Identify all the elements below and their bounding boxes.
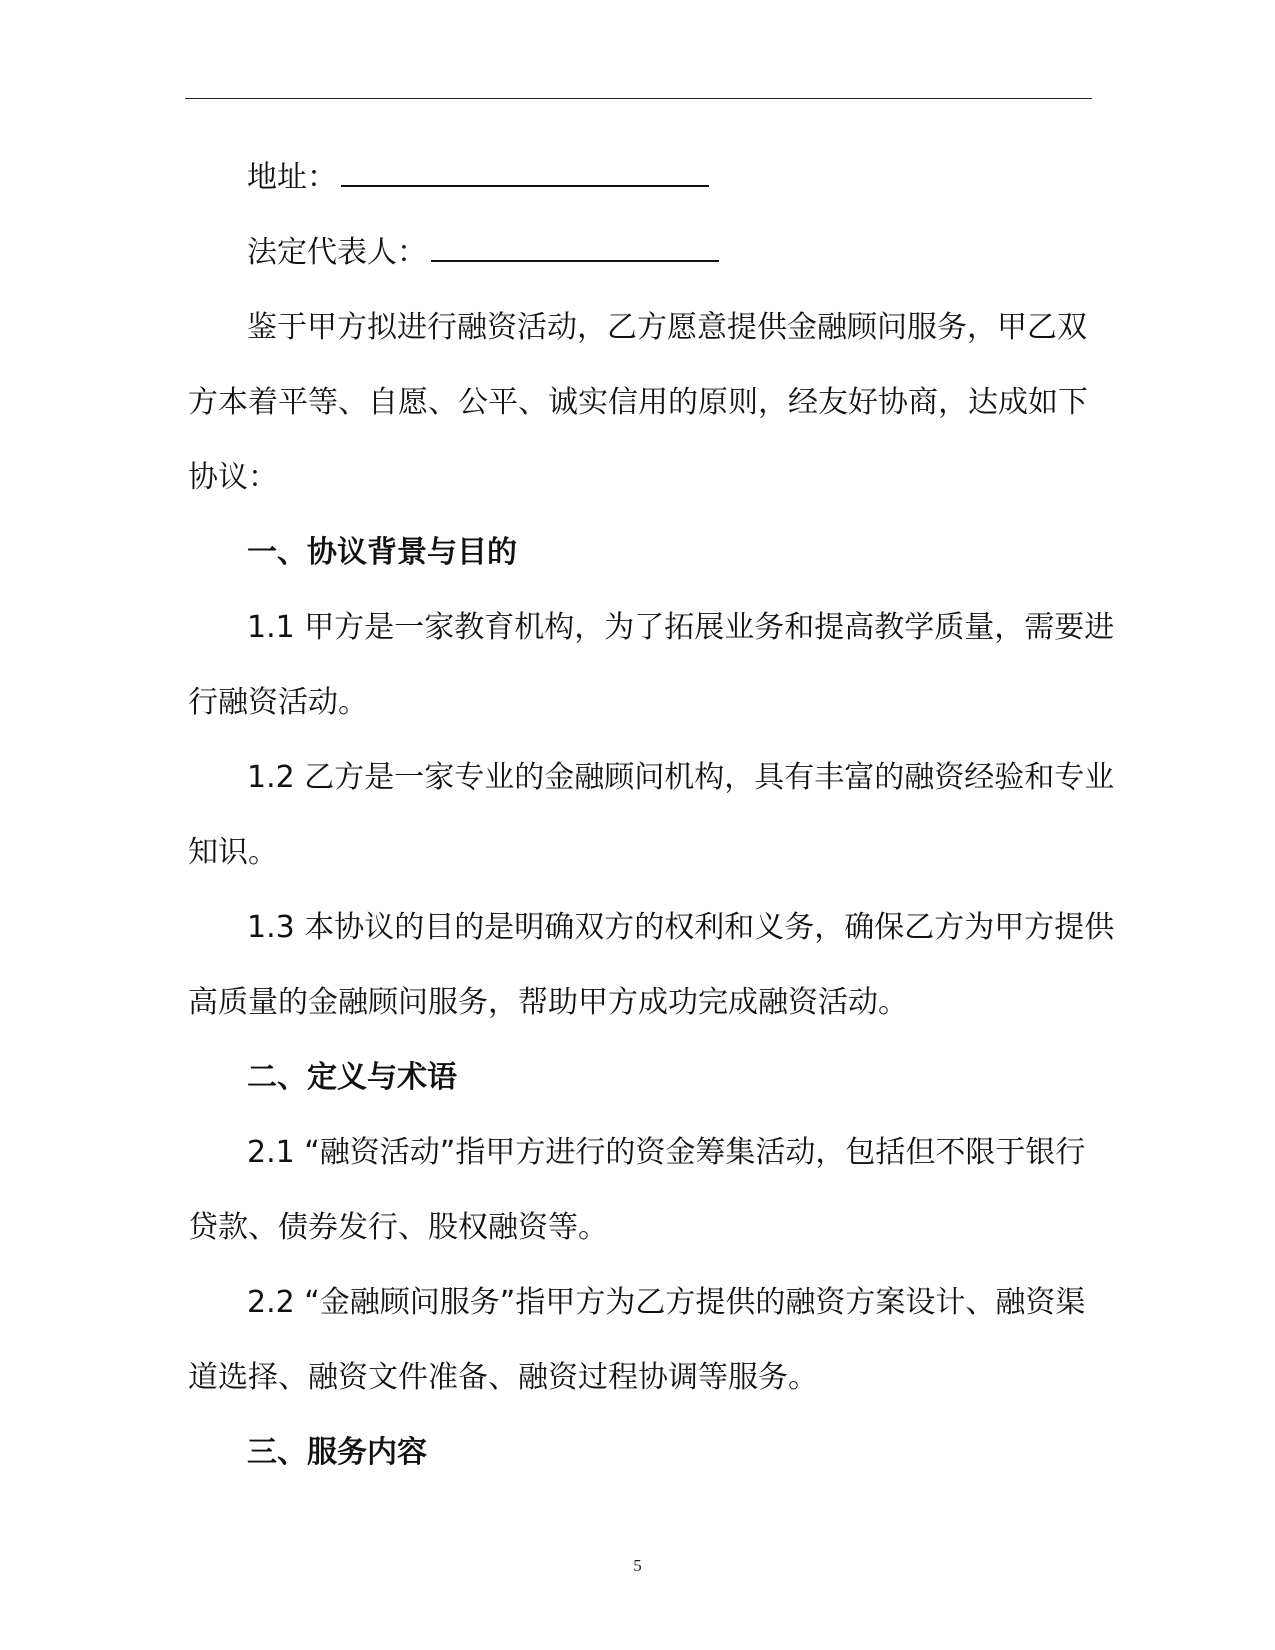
section-heading-3: 三、服务内容	[247, 1435, 427, 1470]
preamble-line: 鉴于甲方拟进行融资活动，乙方愿意提供金融顾问服务，甲乙双	[247, 310, 1087, 345]
clause-1-3-cont: 高质量的金融顾问服务，帮助甲方成功完成融资活动。	[188, 985, 908, 1020]
header-rule	[185, 98, 1092, 99]
section-heading-2: 二、定义与术语	[247, 1060, 457, 1095]
clause-2-1: 2.1 “融资活动”指甲方进行的资金筹集活动，包括但不限于银行	[247, 1135, 1086, 1170]
document-body	[188, 150, 1115, 1500]
address-field	[188, 150, 1088, 225]
address-label: 地址：	[247, 160, 337, 195]
clause-2-2-cont: 道选择、融资文件准备、融资过程协调等服务。	[188, 1360, 818, 1395]
clause-1-2: 1.2 乙方是一家专业的金融顾问机构，具有丰富的融资经验和专业	[247, 760, 1115, 795]
clause-1-3: 1.3 本协议的目的是明确双方的权利和义务，确保乙方为甲方提供	[247, 910, 1115, 945]
page-number: 5	[633, 1556, 642, 1575]
legal-rep-field	[188, 225, 1088, 300]
section-heading-1: 一、协议背景与目的	[247, 535, 517, 570]
clause-1-2-cont: 知识。	[188, 835, 278, 870]
preamble-line: 方本着平等、自愿、公平、诚实信用的原则，经友好协商，达成如下	[188, 385, 1088, 420]
preamble-line: 协议：	[188, 460, 278, 495]
address-blank	[341, 157, 709, 187]
clause-2-1-cont: 贷款、债券发行、股权融资等。	[188, 1210, 608, 1245]
clause-2-2: 2.2 “金融顾问服务”指甲方为乙方提供的融资方案设计、融资渠	[247, 1285, 1086, 1320]
legal-rep-blank	[431, 232, 719, 262]
clause-1-1-cont: 行融资活动。	[188, 685, 368, 720]
clause-1-1: 1.1 甲方是一家教育机构，为了拓展业务和提高教学质量，需要进	[247, 610, 1115, 645]
legal-rep-label: 法定代表人：	[247, 235, 427, 270]
